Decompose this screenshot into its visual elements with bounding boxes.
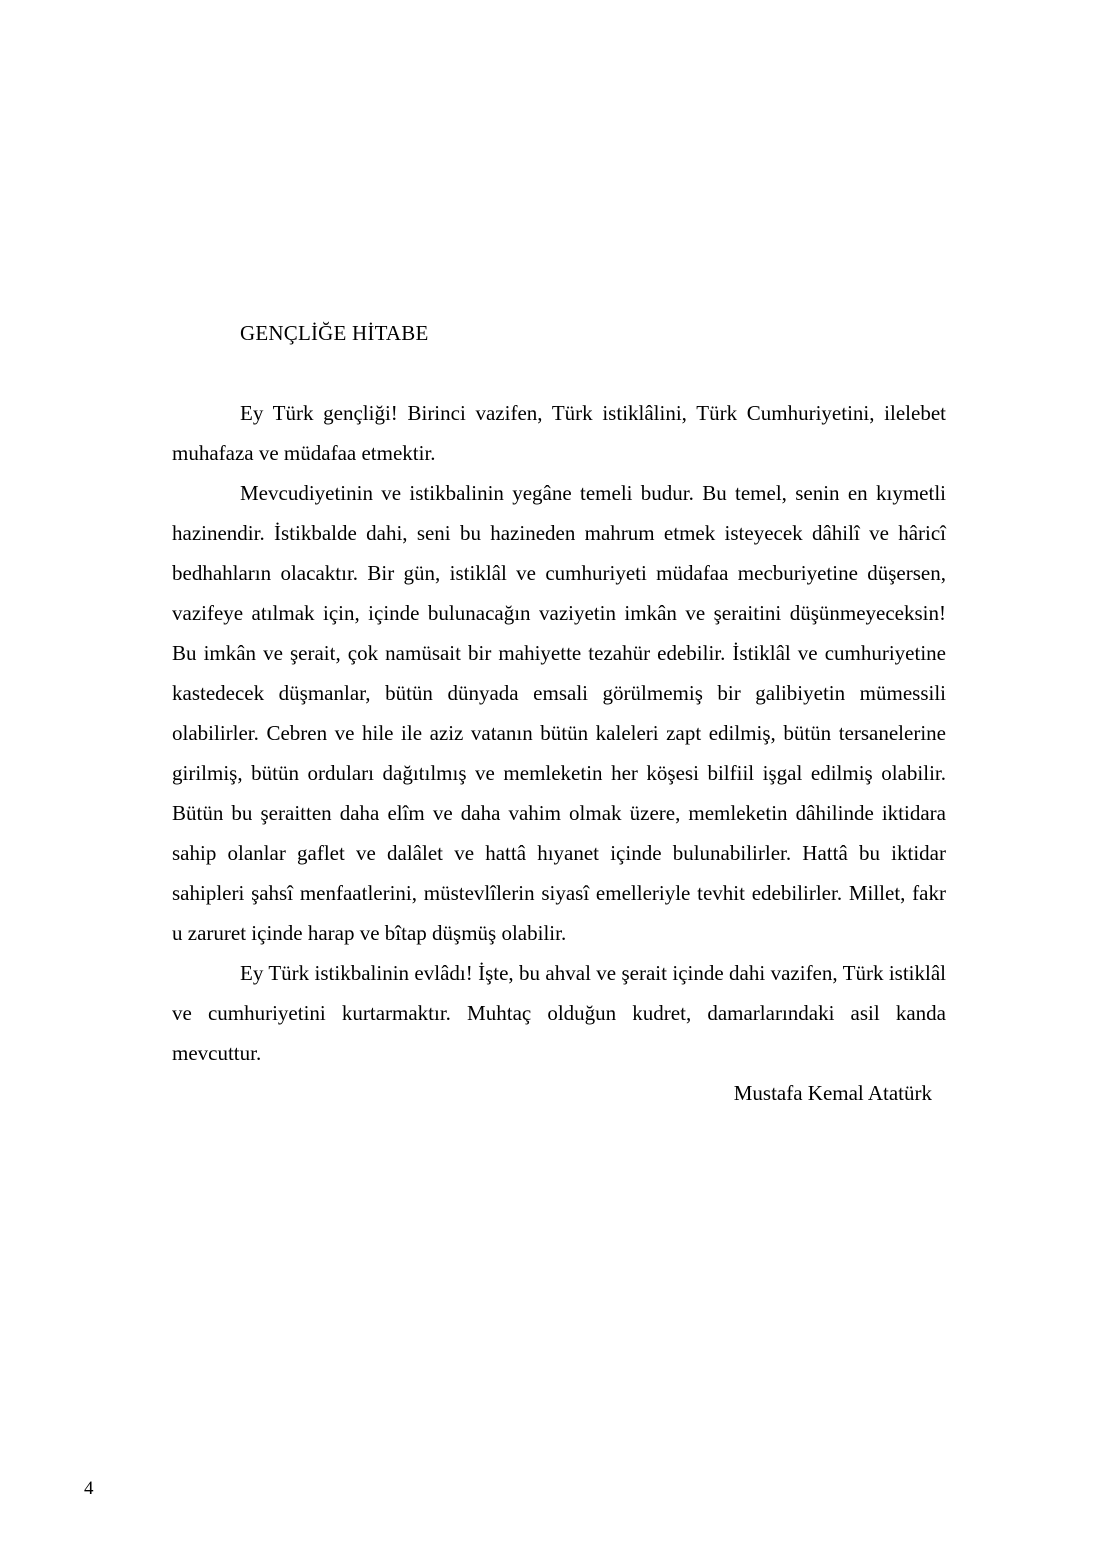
paragraph-2: Mevcudiyetinin ve istikbalinin yegâne temeli budur. Bu temel, senin en kıymetli hazinendir. İstikbalde dahi, seni bu hazineden mahrum etmek isteyecek dâhilî ve hâricî bedhahların olacaktır. Bir gün, istiklâl ve cumhuriyeti müdafaa mecburiyetine düşersen, vazifeye atılmak için, içinde bulunacağın vaziyetin imkân ve şeraitini düşünmeyeceksin! Bu imkân ve şerait, çok namüsait bir mahiyette tezahür edebilir. İstiklâl ve cumhuriyetine kastedecek düşmanlar, bütün dünyada emsali görülmemiş bir galibiyetin mümessili olabilirler. Cebren ve hile ile aziz vatanın bütün kaleleri zapt edilmiş, bütün tersanelerine girilmiş, bütün orduları dağıtılmış ve memleketin her köşesi bilfiil işgal edilmiş olabilir. Bütün bu şeraitten daha elîm ve daha vahim olmak üzere, memleketin dâhilinde iktidara sahip olanlar gaflet ve dalâlet ve hattâ hıyanet içinde bulunabilirler. Hattâ bu iktidar sahipleri şahsî menfaatlerini, müstevlîlerin siyasî emelleriyle tevhit edebilirler. Millet, fakr u zaruret içinde harap ve bîtap düşmüş olabilir. [172,481,946,945]
page-number: 4 [84,1478,94,1499]
author-signature: Mustafa Kemal Atatürk [733,1081,932,1105]
title-spacer [172,353,946,393]
paragraph-3: Ey Türk istikbalinin evlâdı! İşte, bu ahval ve şerait içinde dahi vazifen, Türk istiklâl ve cumhuriyetini kurtarmaktır. Muhtaç olduğun kudret, damarlarındaki asil kanda mevcuttur. [172,961,946,1065]
document-text-block [172,313,946,1113]
page-title: GENÇLİĞE HİTABE [240,321,429,345]
paragraph-1: Ey Türk gençliği! Birinci vazifen, Türk istiklâlini, Türk Cumhuriyetini, ilelebet muhafaza ve müdafaa etmektir. [172,401,946,465]
